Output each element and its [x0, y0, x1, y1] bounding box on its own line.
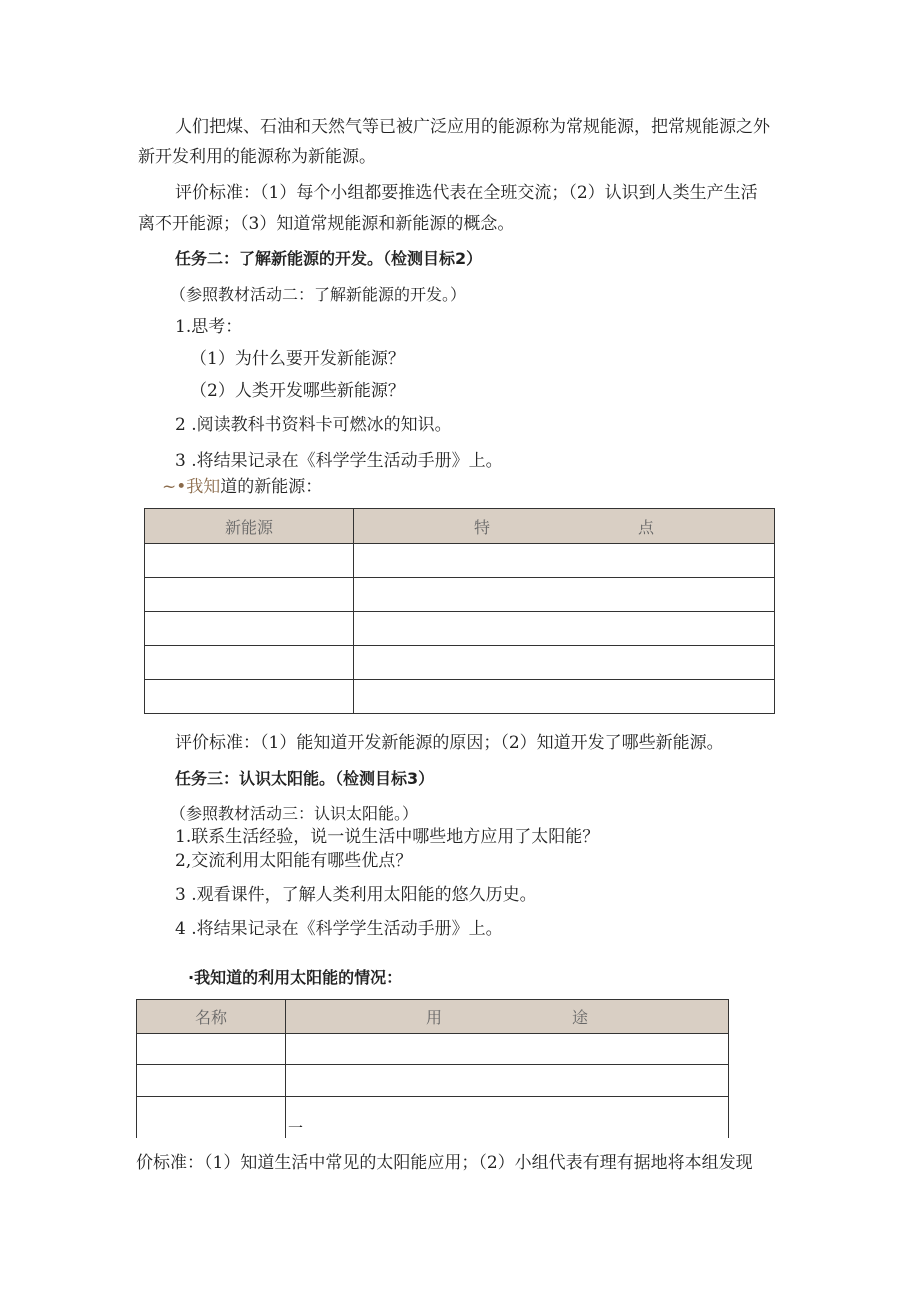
- task-3-eval: 价标准：（1）知道生活中常见的太阳能应用；（2）小组代表有理有据地将本组发现: [136, 1153, 753, 1173]
- new-energy-caption-rest: 道的新能源：: [220, 477, 323, 497]
- table-cell[interactable]: [137, 1034, 286, 1065]
- new-energy-header-features: [354, 509, 775, 544]
- table-cell[interactable]: [145, 680, 354, 714]
- solar-header-use: [286, 1000, 729, 1034]
- new-energy-table-caption: [162, 476, 322, 498]
- table-cell[interactable]: [145, 544, 354, 578]
- table-cell[interactable]: [137, 1065, 286, 1097]
- table-cell[interactable]: [354, 612, 775, 646]
- solar-header-tu: 途: [571, 1008, 588, 1027]
- table-cell[interactable]: [145, 578, 354, 612]
- table-cell[interactable]: [145, 646, 354, 680]
- solar-table-caption: ·我知道的利用太阳能的情况：: [188, 968, 403, 987]
- table-cell[interactable]: [354, 544, 775, 578]
- table-row: [145, 612, 775, 646]
- task-2-item-3: 3 .将结果记录在《科学学生活动手册》上。: [175, 451, 503, 471]
- table-row: [137, 1065, 729, 1097]
- table-cell[interactable]: [137, 1097, 286, 1138]
- task-3-item-1: 1.联系生活经验，说一说生活中哪些地方应用了太阳能？: [175, 827, 600, 847]
- task-2-eval: 评价标准：（1）能知道开发新能源的原因；（2）知道开发了哪些新能源。: [175, 733, 724, 753]
- table-cell[interactable]: [354, 680, 775, 714]
- solar-table-header: [137, 1000, 729, 1034]
- new-energy-table-header: [145, 509, 775, 544]
- new-energy-caption-prefix: ~•我知: [162, 477, 221, 497]
- task-3-item-2: 2,交流利用太阳能有哪些优点？: [175, 851, 413, 871]
- table-cell[interactable]: [286, 1034, 729, 1065]
- new-energy-header-name: 新能源: [145, 509, 354, 544]
- task-2-item-2: 2 .阅读教科书资料卡可燃冰的知识。: [175, 415, 452, 435]
- task-3-item-3: 3 .观看课件，了解人类利用太阳能的悠久历史。: [175, 885, 537, 905]
- task-3-item-4: 4 .将结果记录在《科学学生活动手册》上。: [175, 919, 503, 939]
- table-cell[interactable]: 一: [286, 1097, 729, 1138]
- table-row: [145, 544, 775, 578]
- table-row: [137, 1034, 729, 1065]
- solar-use-table: [136, 999, 729, 1138]
- task-3-title: 任务三：认识太阳能。（检测目标3）: [175, 769, 435, 788]
- task-2-reference: （参照教材活动二：了解新能源的开发。）: [170, 285, 467, 304]
- table-row: [137, 1097, 729, 1138]
- task-2-title: 任务二：了解新能源的开发。（检测目标2）: [175, 249, 483, 268]
- table-row: [145, 578, 775, 612]
- eval-1-line-1: 评价标准：（1）每个小组都要推选代表在全班交流；（2）认识到人类生产生活: [175, 183, 758, 203]
- table-cell[interactable]: [354, 646, 775, 680]
- table-cell[interactable]: [354, 578, 775, 612]
- new-energy-header-dian: 点: [637, 517, 654, 537]
- intro-line-2: 新开发利用的能源称为新能源。: [138, 147, 376, 167]
- task-2-item-1b: （2）人类开发哪些新能源？: [190, 381, 405, 401]
- table-row: [145, 646, 775, 680]
- new-energy-table: [144, 508, 775, 714]
- intro-line-1: 人们把煤、石油和天然气等已被广泛应用的能源称为常规能源，把常规能源之外: [175, 117, 770, 137]
- new-energy-header-te: 特: [474, 517, 491, 537]
- solar-header-yong: 用: [426, 1008, 443, 1027]
- task-2-item-1a: （1）为什么要开发新能源？: [190, 349, 405, 369]
- table-cell[interactable]: [145, 612, 354, 646]
- solar-header-name: 名称: [137, 1000, 286, 1034]
- eval-1-line-2: 离不开能源；（3）知道常规能源和新能源的概念。: [138, 214, 515, 234]
- task-3-reference: （参照教材活动三：认识太阳能。）: [170, 804, 419, 823]
- table-cell[interactable]: [286, 1065, 729, 1097]
- task-2-item-1: 1.思考：: [175, 317, 243, 337]
- table-row: [145, 680, 775, 714]
